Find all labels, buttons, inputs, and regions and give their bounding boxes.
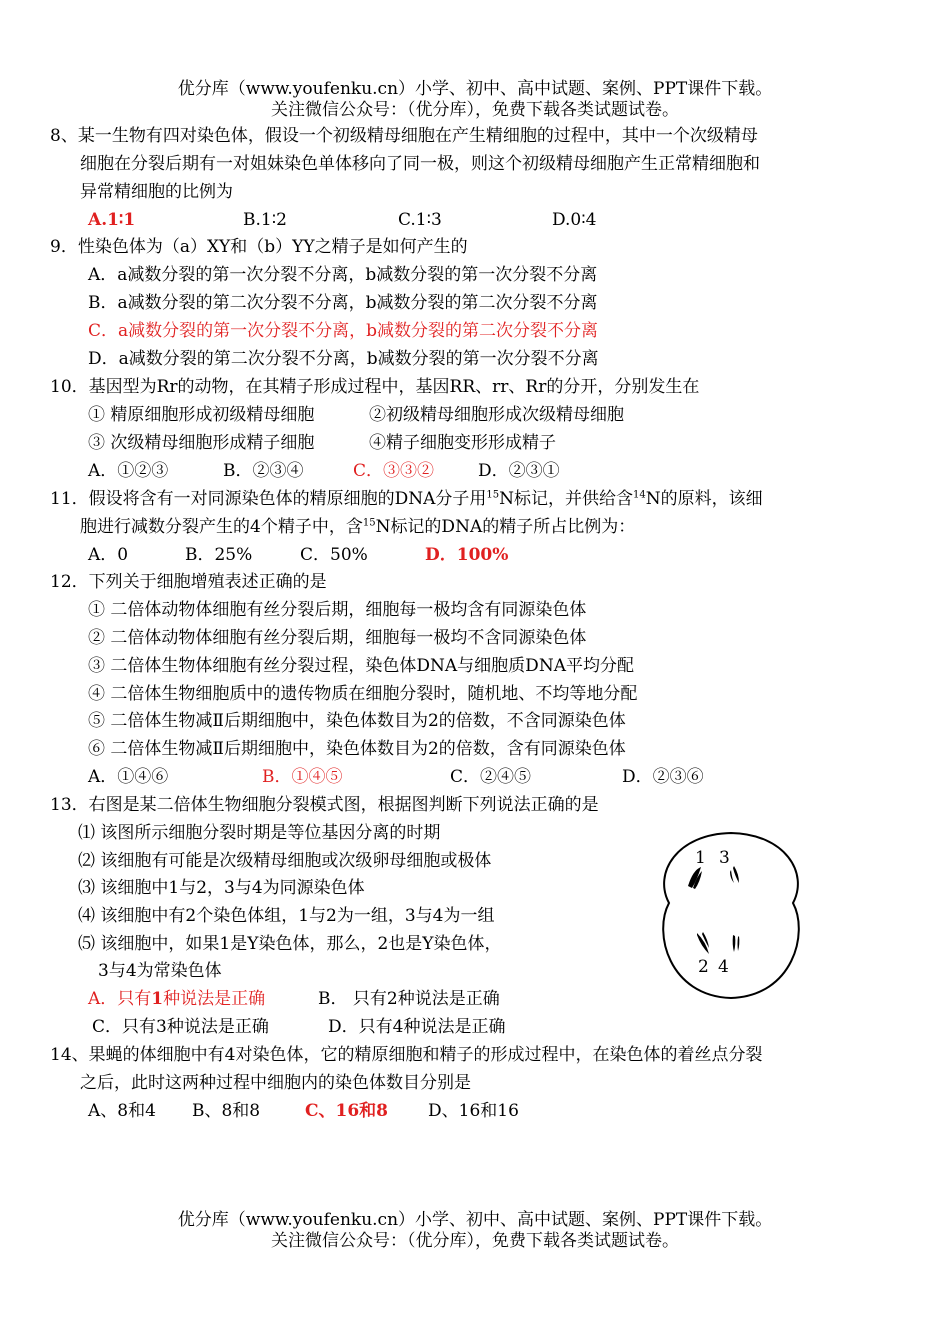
- q10-option-a: A．①②③: [88, 461, 169, 481]
- chromosome-4: [733, 935, 736, 952]
- q10-option-c: C．③③②: [353, 461, 435, 481]
- q12-item-1: ① 二倍体动物体细胞有丝分裂后期，细胞每一极均含有同源染色体: [88, 600, 587, 620]
- q13-item-4: ⑷ 该细胞中有2个染色体组，1与2为一组，3与4为一组: [78, 906, 495, 926]
- q8-option-c: C.1∶3: [398, 210, 442, 230]
- q12-option-a: A．①④⑥: [88, 767, 169, 787]
- q14-stem-line-1: 14、果蝇的体细胞中有4对染色体，它的精原细胞和精子的形成过程中，在染色体的着丝点分裂: [50, 1045, 763, 1065]
- chromosome-4-sister: [738, 936, 740, 951]
- q8-option-b: B.1∶2: [243, 210, 287, 230]
- q11-stem-line-1: 11．假设将含有一对同源染色体的精原细胞的DNA分子用$^{15}$N标记，并供给含$^{14}$N的原料，该细: [50, 489, 763, 509]
- q10-item-2: ②初级精母细胞形成次级精母细胞: [369, 405, 624, 425]
- q9-option-c: C．a减数分裂的第一次分裂不分离，b减数分裂的第二次分裂不分离: [88, 321, 599, 341]
- q13-item-5-continued: 3与4为常染色体: [98, 961, 222, 981]
- q14-option-c: C、16和8: [305, 1101, 389, 1121]
- q8-stem-line-2: 细胞在分裂后期有一对姐妹染色单体移向了同一极，则这个初级精母细胞产生正常精细胞和: [80, 154, 760, 174]
- q13-item-2: ⑵ 该细胞有可能是次级精母细胞或次级卵母细胞或极体: [78, 851, 492, 871]
- q11-option-d: D．100%: [425, 545, 509, 565]
- q9-stem: 9．性染色体为（a）XY和（b）YY之精子是如何产生的: [50, 237, 468, 257]
- q8-option-d: D.0∶4: [552, 210, 597, 230]
- header-line-2: 关注微信公众号：（优分库），免费下载各类试题试卷。: [271, 100, 679, 120]
- q9-option-b: B．a减数分裂的第二次分裂不分离，b减数分裂的第二次分裂不分离: [88, 293, 598, 313]
- q12-option-b: B．①④⑤: [262, 767, 343, 787]
- q12-item-3: ③ 二倍体生物体细胞有丝分裂过程，染色体DNA与细胞质DNA平均分配: [88, 656, 634, 676]
- q11-option-b: B．25%: [185, 545, 253, 565]
- q10-option-b: B．②③④: [223, 461, 304, 481]
- q12-item-2: ② 二倍体动物体细胞有丝分裂后期，细胞每一极均不含同源染色体: [88, 628, 587, 648]
- q12-item-4: ④ 二倍体生物细胞质中的遗传物质在细胞分裂时，随机地、不均等地分配: [88, 684, 638, 704]
- chromosome-label-2: 2: [698, 957, 709, 977]
- q9-option-a: A．a减数分裂的第一次分裂不分离，b减数分裂的第一次分裂不分离: [88, 265, 598, 285]
- q13-stem: 13．右图是某二倍体生物细胞分裂模式图，根据图判断下列说法正确的是: [50, 795, 599, 815]
- q8-stem-line-3: 异常精细胞的比例为: [80, 182, 233, 202]
- q9-option-d: D．a减数分裂的第二次分裂不分离，b减数分裂的第一次分裂不分离: [88, 349, 599, 369]
- q8-stem-line-1: 8、某一生物有四对染色体，假设一个初级精母细胞在产生精细胞的过程中，其中一个次级精母: [50, 126, 758, 146]
- q13-item-5: ⑸ 该细胞中，如果1是Y染色体，那么，2也是Y染色体，: [78, 934, 502, 954]
- q10-item-4: ④精子细胞变形形成精子: [369, 433, 556, 453]
- q14-option-d: D、16和16: [428, 1101, 519, 1121]
- q12-stem: 12．下列关于细胞增殖表述正确的是: [50, 572, 327, 592]
- header-line-1: 优分库（www.youfenku.cn）小学、初中、高中试题、案例、PPT课件下载。: [177, 79, 773, 99]
- q11-option-c: C．50%: [300, 545, 368, 565]
- q14-stem-line-2: 之后，此时这两种过程中细胞内的染色体数目分别是: [80, 1073, 471, 1093]
- cell-membrane: [663, 833, 799, 998]
- q13-option-d: D．只有4种说法是正确: [328, 1017, 506, 1037]
- q12-item-5: ⑤ 二倍体生物减Ⅱ后期细胞中，染色体数目为2的倍数，不含同源染色体: [88, 711, 626, 731]
- chromosome-3: [733, 866, 739, 883]
- chromosome-label-3: 3: [719, 848, 730, 868]
- cell-division-diagram: [655, 828, 805, 1003]
- chromosome-label-4: 4: [718, 957, 729, 977]
- footer-line-1: 优分库（www.youfenku.cn）小学、初中、高中试题、案例、PPT课件下载。: [177, 1210, 773, 1230]
- q13-item-1: ⑴ 该图所示细胞分裂时期是等位基因分离的时期: [78, 823, 441, 843]
- q8-option-a: A.1∶1: [88, 210, 136, 230]
- q13-item-3: ⑶ 该细胞中1与2，3与4为同源染色体: [78, 878, 365, 898]
- q11-stem-line-2: 胞进行减数分裂产生的4个精子中，含$^{15}$N标记的DNA的精子所占比例为：: [80, 517, 636, 537]
- q10-item-1: ① 精原细胞形成初级精母细胞: [88, 405, 315, 425]
- q12-option-d: D．②③⑥: [622, 767, 704, 787]
- q10-item-3: ③ 次级精母细胞形成精子细胞: [88, 433, 315, 453]
- footer-line-2: 关注微信公众号：（优分库），免费下载各类试题试卷。: [271, 1231, 679, 1251]
- q13-option-a: A．只有1种说法是正确: [88, 989, 266, 1009]
- q11-option-a: A．0: [88, 545, 129, 565]
- q12-item-6: ⑥ 二倍体生物减Ⅱ后期细胞中，染色体数目为2的倍数，含有同源染色体: [88, 739, 626, 759]
- q12-option-c: C．②④⑤: [450, 767, 532, 787]
- q13-option-b: B． 只有2种说法是正确: [318, 989, 500, 1009]
- q13-option-c: C．只有3种说法是正确: [92, 1017, 269, 1037]
- chromosome-3-sister: [730, 870, 734, 883]
- q10-option-d: D．②③①: [478, 461, 560, 481]
- chromosome-label-1: 1: [695, 848, 706, 868]
- q10-stem: 10．基因型为Rr的动物，在其精子形成过程中，基因RR、rr、Rr的分开，分别发生在: [50, 377, 700, 397]
- q14-option-b: B、8和8: [192, 1101, 261, 1121]
- q14-option-a: A、8和4: [88, 1101, 156, 1121]
